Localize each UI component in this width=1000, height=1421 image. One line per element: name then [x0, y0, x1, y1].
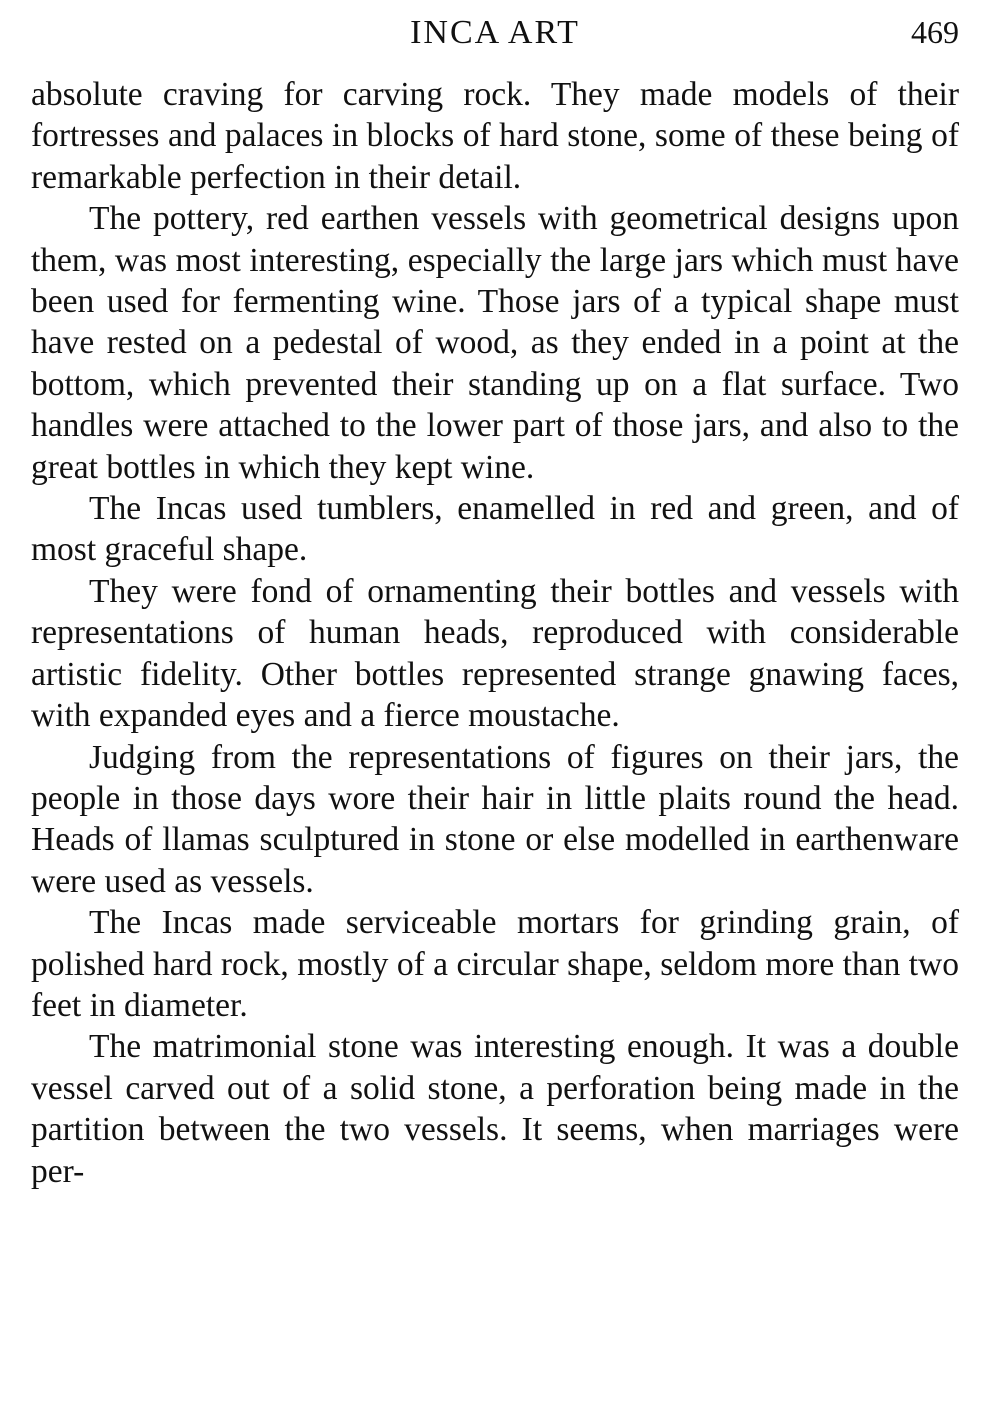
page-number: 469 [911, 14, 959, 50]
running-title: INCA ART [410, 14, 580, 51]
running-head [31, 0, 959, 52]
paragraph-4: They were fond of ornamenting their bottles and vessels with representations of human heads, reproduced with considerable artistic fidelity. Other bottles represented strange gnawing faces, with expanded eyes and a fierce moustache. [31, 572, 959, 735]
paragraph-6: The Incas made serviceable mortars for grinding grain, of polished hard rock, mostly of a circular shape, seldom more than two feet in diameter. [31, 904, 959, 1024]
paragraph-2: The pottery, red earthen vessels with geometrical designs upon them, was most interesting, especially the large jars which must have been used for fermenting wine. Those jars of a typical shape must have rested on a pedestal of wood, as they ended in a point at the bottom, which prevented their standing up on a flat surface. Two handles were attached to the lower part of those jars, and also to the great bottles in which they kept wine. [31, 200, 959, 486]
body-text [31, 74, 959, 1192]
paragraph-1: absolute craving for carving rock. They made models of their fortresses and palaces in blocks of hard stone, some of these being of remarkable perfection in their detail. [31, 76, 959, 196]
paragraph-3: The Incas used tumblers, enamelled in red and green, and of most graceful shape. [31, 490, 959, 569]
paragraph-5: Judging from the representations of figures on their jars, the people in those days wore their hair in little plaits round the head. Heads of llamas sculptured in stone or else modelled in earthenware were used as vessels. [31, 738, 959, 900]
paragraph-7: The matrimonial stone was interesting enough. It was a double vessel carved out of a solid stone, a perforation being made in the partition between the two vessels. It seems, when marriages were per- [31, 1028, 959, 1190]
book-page [31, 0, 959, 1192]
